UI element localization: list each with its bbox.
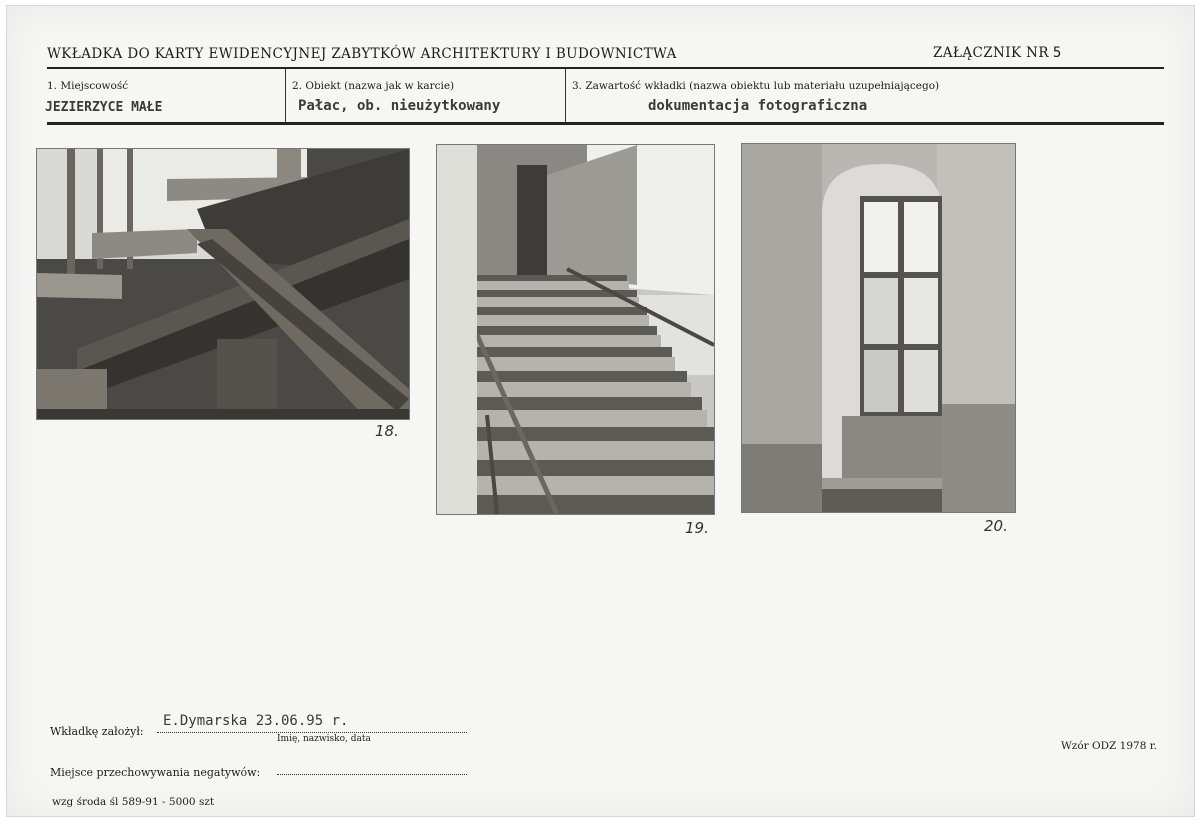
annex-number: 5	[1052, 45, 1062, 61]
photo-20-image	[742, 144, 1015, 512]
form-title: WKŁADKA DO KARTY EWIDENCYJNEJ ZABYTKÓW ARCHITEKTURY I BUDOWNICTWA	[47, 46, 677, 62]
author-value: E.Dymarska 23.06.95 r.	[163, 713, 349, 729]
annex-heading	[933, 45, 1062, 61]
photo-19	[436, 144, 715, 515]
print-info: wzg środa śl 589-91 - 5000 szt	[52, 796, 215, 808]
photo-20	[741, 143, 1016, 513]
photo-18	[36, 148, 410, 420]
field-contents-value: dokumentacja fotograficzna	[648, 98, 868, 114]
author-label: Wkładkę założył:	[50, 725, 144, 738]
negatives-dotted-line	[277, 774, 467, 775]
author-dotted-line	[157, 732, 467, 733]
field-divider-2	[565, 69, 566, 123]
field-locality-value: JEZIERZYCE MAŁE	[45, 100, 163, 115]
photo-18-number: 18.	[375, 422, 399, 440]
negatives-label: Miejsce przechowywania negatywów:	[50, 766, 261, 779]
field-locality-label: 1. Miejscowość	[47, 80, 129, 92]
form-model: Wzór ODZ 1978 r.	[1061, 740, 1157, 752]
header-rule-bottom	[47, 122, 1164, 125]
photo-19-image	[437, 145, 714, 514]
field-divider-1	[285, 69, 286, 123]
field-contents-label: 3. Zawartość wkładki (nazwa obiektu lub materiału uzupełniającego)	[572, 80, 940, 92]
record-sheet	[6, 5, 1195, 817]
field-object-label: 2. Obiekt (nazwa jak w karcie)	[292, 80, 455, 92]
annex-label: ZAŁĄCZNIK NR	[933, 45, 1049, 61]
header-rule-top	[47, 67, 1164, 69]
photo-18-image	[37, 149, 409, 419]
photo-20-number: 20.	[984, 517, 1008, 535]
field-object-value: Pałac, ob. nieużytkowany	[298, 98, 501, 114]
photo-19-number: 19.	[685, 519, 709, 537]
author-caption: Imię, nazwisko, data	[277, 734, 371, 744]
